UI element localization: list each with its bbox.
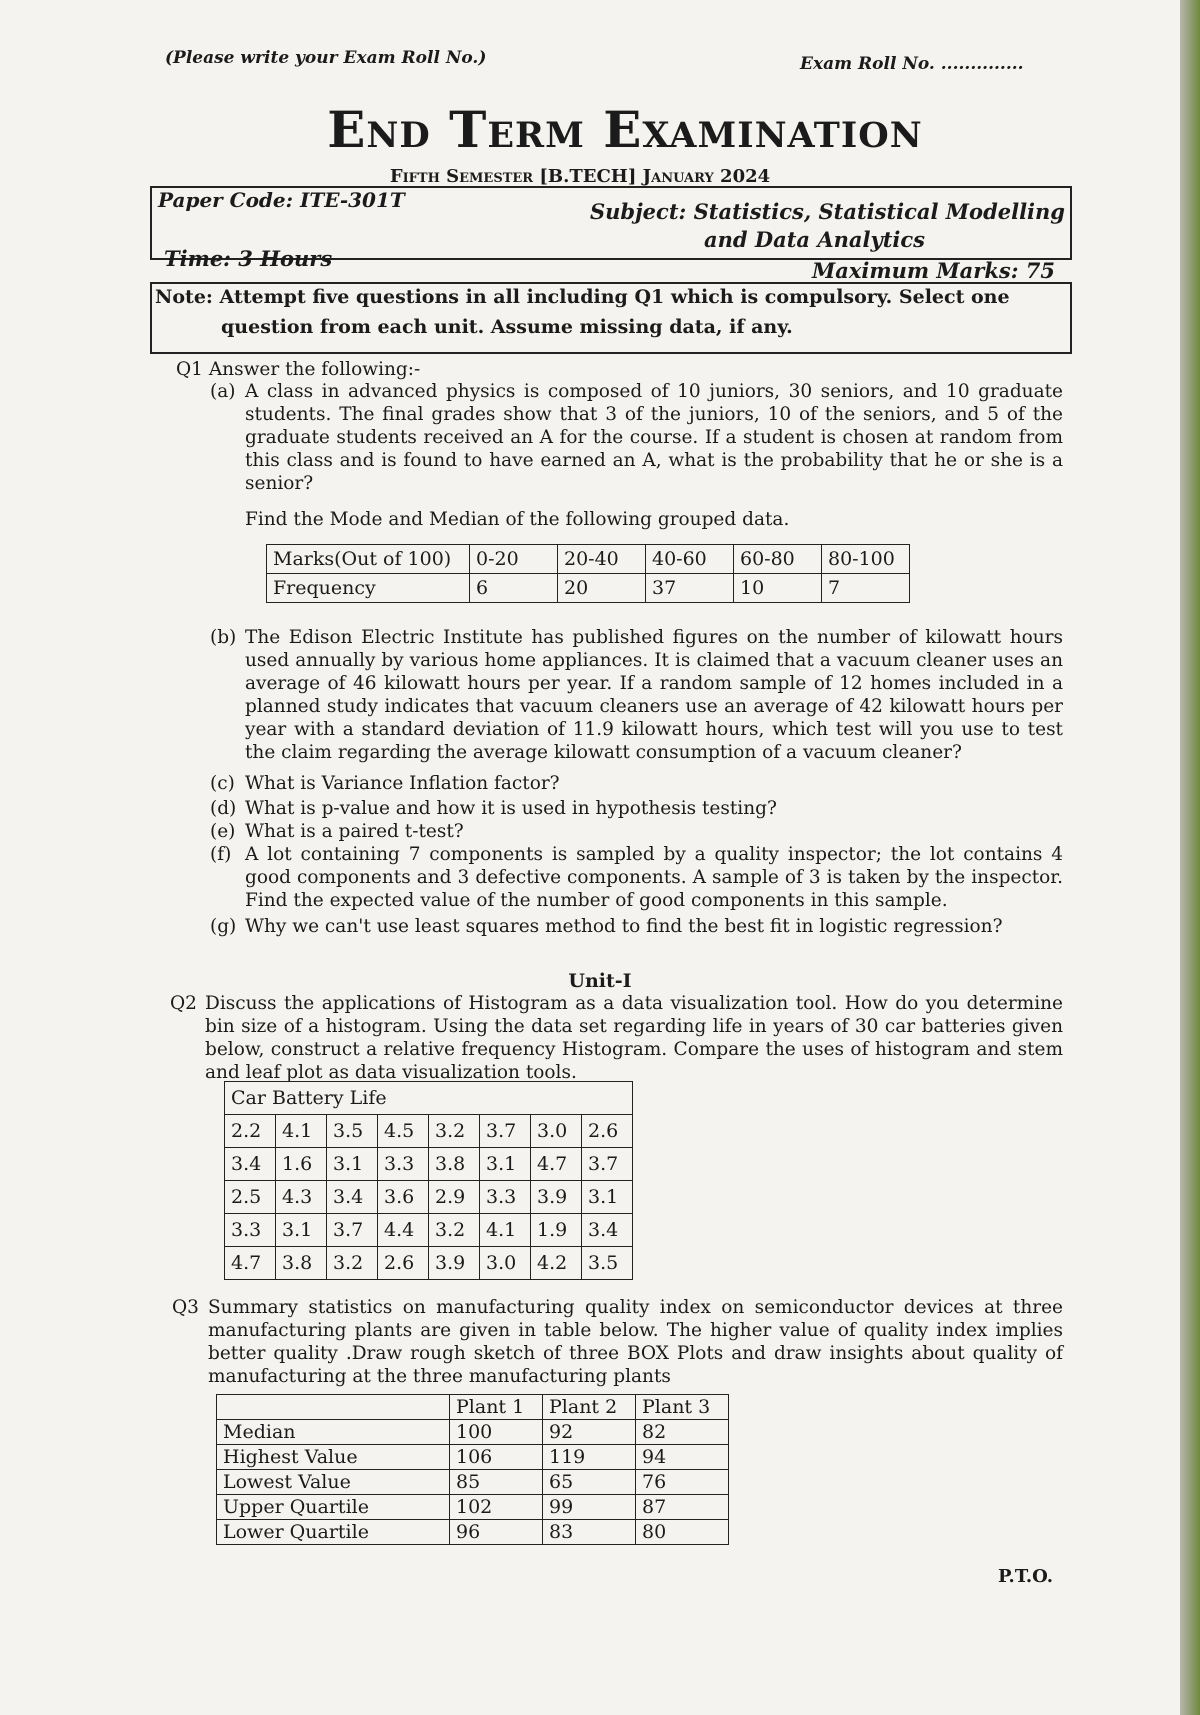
page-turn-over: P.T.O. bbox=[998, 1566, 1054, 1587]
q1d-label: (d) bbox=[210, 798, 237, 819]
note-line-2: question from each unit. Assume missing data, if any. bbox=[221, 316, 793, 338]
table-cell: 4.7 bbox=[225, 1247, 276, 1280]
table-cell: 3.1 bbox=[276, 1214, 327, 1247]
semester-line: Fifth Semester [B.TECH] January 2024 bbox=[389, 166, 771, 187]
table-cell: 3.7 bbox=[480, 1115, 531, 1148]
table-cell: Marks(Out of 100) bbox=[267, 545, 470, 574]
q1b-label: (b) bbox=[210, 627, 237, 648]
q3-text: Summary statistics on manufacturing quality index on semiconductor devices at three manufacturing plants are given in table below. The higher value of quality index implies better quality .Draw rough sketch of three BOX Plots and draw insights about quality of manufacturing at the three manufacturing plants bbox=[208, 1297, 1063, 1387]
marks-frequency-table bbox=[266, 544, 910, 603]
table-row bbox=[225, 1181, 633, 1214]
table-cell: 82 bbox=[636, 1420, 729, 1445]
q1-part-e bbox=[0, 820, 1180, 844]
table-row bbox=[267, 545, 910, 574]
note-line-1: Note: Attempt five questions in all including Q1 which is compulsory. Select one bbox=[155, 286, 1010, 308]
table-cell: Lower Quartile bbox=[217, 1520, 450, 1545]
paper-code: Paper Code: ITE-301T bbox=[158, 188, 405, 212]
table-cell: 3.4 bbox=[225, 1148, 276, 1181]
table-row bbox=[217, 1420, 729, 1445]
table-cell: 83 bbox=[543, 1520, 636, 1545]
table-cell: 99 bbox=[543, 1495, 636, 1520]
table-cell: 92 bbox=[543, 1420, 636, 1445]
q1-part-f bbox=[0, 843, 1180, 915]
q1e-label: (e) bbox=[210, 821, 236, 842]
table-cell: 80-100 bbox=[822, 545, 910, 574]
table-cell: 60-80 bbox=[734, 545, 822, 574]
q1-part-d bbox=[0, 797, 1180, 821]
q3-label: Q3 bbox=[172, 1297, 199, 1318]
q3 bbox=[0, 1296, 1180, 1388]
q1f-text: A lot containing 7 components is sampled by a quality inspector; the lot contains 4 good components and 3 defective components. A sample of 3 is taken by the inspector. Find the expected value of the number of good components in this sample. bbox=[245, 844, 1063, 911]
table-cell: 6 bbox=[470, 574, 558, 603]
q1b-text: The Edison Electric Institute has published figures on the number of kilowatt hours used annually by various home appliances. It is claimed that a vacuum cleaner uses an average of 46 kilowatt hours per year. If a random sample of 12 homes included in a planned study indicates that vacuum cleaners use an average of 42 kilowatt hours per year with a standard deviation of 11.9 kilowatt hours, which test will you use to test the claim regarding the average kilowatt consumption of a vacuum cleaner? bbox=[245, 627, 1063, 763]
table-cell: 40-60 bbox=[646, 545, 734, 574]
q1a-text: A class in advanced physics is composed of 10 juniors, 30 seniors, and 10 graduate students. The final grades show that 3 of the juniors, 10 of the seniors, and 5 of the graduate students received an A for the course. If a student is chosen at random from this class and is found to have earned an A, what is the probability that he or she is a senior? bbox=[245, 381, 1063, 494]
q1f-label: (f) bbox=[210, 844, 232, 865]
table-cell: 3.3 bbox=[480, 1181, 531, 1214]
table-cell: 37 bbox=[646, 574, 734, 603]
q2 bbox=[0, 992, 1180, 1084]
table-cell: 2.9 bbox=[429, 1181, 480, 1214]
table-cell: 96 bbox=[450, 1520, 543, 1545]
q1c-label: (c) bbox=[210, 773, 235, 794]
battery-life-table bbox=[224, 1081, 633, 1280]
table-cell: 80 bbox=[636, 1520, 729, 1545]
table-cell: 65 bbox=[543, 1470, 636, 1495]
table-cell: 1.6 bbox=[276, 1148, 327, 1181]
table-cell: 0-20 bbox=[470, 545, 558, 574]
table-cell: 102 bbox=[450, 1495, 543, 1520]
subject-line-1: Subject: Statistics, Statistical Modelling bbox=[589, 199, 1065, 224]
table-cell: 3.9 bbox=[429, 1247, 480, 1280]
table-cell: 4.5 bbox=[378, 1115, 429, 1148]
table-cell: 4.2 bbox=[531, 1247, 582, 1280]
table-row bbox=[225, 1148, 633, 1181]
table-cell: 10 bbox=[734, 574, 822, 603]
unit-heading: Unit-I bbox=[568, 970, 632, 992]
table-cell: 4.7 bbox=[531, 1148, 582, 1181]
table-row bbox=[217, 1395, 729, 1420]
page-edge-shadow bbox=[1180, 0, 1200, 1715]
table-cell: Frequency bbox=[267, 574, 470, 603]
table-cell: Plant 2 bbox=[543, 1395, 636, 1420]
exam-note bbox=[155, 282, 1055, 342]
table-cell: 3.7 bbox=[582, 1148, 633, 1181]
table-cell: 3.2 bbox=[429, 1214, 480, 1247]
q1e-text: What is a paired t-test? bbox=[245, 821, 464, 842]
table-cell: 1.9 bbox=[531, 1214, 582, 1247]
table-cell: 3.7 bbox=[327, 1214, 378, 1247]
table-cell: 3.6 bbox=[378, 1181, 429, 1214]
q1c-text: What is Variance Inflation factor? bbox=[245, 773, 560, 794]
exam-title: End Term Examination bbox=[327, 100, 923, 159]
q1-part-a bbox=[0, 380, 1180, 530]
table-row bbox=[217, 1470, 729, 1495]
q1-part-b bbox=[0, 626, 1180, 786]
q1a-label: (a) bbox=[210, 381, 236, 402]
table-cell: 3.1 bbox=[582, 1181, 633, 1214]
roll-number-note: (Please write your Exam Roll No.) bbox=[165, 48, 487, 68]
table-cell: 3.5 bbox=[582, 1247, 633, 1280]
table-cell: 106 bbox=[450, 1445, 543, 1470]
q1-part-c bbox=[0, 772, 1180, 796]
table-cell: 94 bbox=[636, 1445, 729, 1470]
table-cell: Lowest Value bbox=[217, 1470, 450, 1495]
table-cell: 4.4 bbox=[378, 1214, 429, 1247]
table-row bbox=[225, 1082, 633, 1115]
table-cell: 76 bbox=[636, 1470, 729, 1495]
table-cell: 3.1 bbox=[327, 1148, 378, 1181]
table-caption: Car Battery Life bbox=[225, 1082, 633, 1115]
q1g-label: (g) bbox=[210, 916, 237, 937]
table-cell: 3.4 bbox=[327, 1181, 378, 1214]
table-cell: Highest Value bbox=[217, 1445, 450, 1470]
table-cell: 20 bbox=[558, 574, 646, 603]
table-cell: 2.5 bbox=[225, 1181, 276, 1214]
table-cell bbox=[217, 1395, 450, 1420]
table-cell: 4.1 bbox=[480, 1214, 531, 1247]
plant-quality-table bbox=[216, 1394, 729, 1545]
roll-number-field: Exam Roll No. .............. bbox=[800, 54, 1024, 74]
table-cell: 100 bbox=[450, 1420, 543, 1445]
table-row bbox=[267, 574, 910, 603]
q2-label: Q2 bbox=[170, 993, 197, 1014]
table-cell: 3.8 bbox=[429, 1148, 480, 1181]
table-cell: 3.4 bbox=[582, 1214, 633, 1247]
table-row bbox=[217, 1495, 729, 1520]
table-row bbox=[225, 1247, 633, 1280]
table-cell: Median bbox=[217, 1420, 450, 1445]
table-cell: 3.0 bbox=[480, 1247, 531, 1280]
table-cell: 3.8 bbox=[276, 1247, 327, 1280]
table-row bbox=[217, 1520, 729, 1545]
table-cell: 4.1 bbox=[276, 1115, 327, 1148]
table-cell: 2.6 bbox=[378, 1247, 429, 1280]
subject-line-2: and Data Analytics bbox=[704, 227, 925, 252]
table-cell: 3.3 bbox=[378, 1148, 429, 1181]
table-cell: 87 bbox=[636, 1495, 729, 1520]
table-cell: 3.3 bbox=[225, 1214, 276, 1247]
q1d-text: What is p-value and how it is used in hypothesis testing? bbox=[245, 798, 777, 819]
table-cell: 4.3 bbox=[276, 1181, 327, 1214]
table-cell: 3.2 bbox=[327, 1247, 378, 1280]
table-cell: 85 bbox=[450, 1470, 543, 1495]
table-cell: 3.9 bbox=[531, 1181, 582, 1214]
table-cell: 3.2 bbox=[429, 1115, 480, 1148]
table-cell: 20-40 bbox=[558, 545, 646, 574]
table-row bbox=[217, 1445, 729, 1470]
q2-text: Discuss the applications of Histogram as a data visualization tool. How do you determine bin size of a histogram. Using the data set regarding life in years of 30 car batteries given below, construct a relative frequency Histogram. Compare the uses of histogram and stem and leaf plot as data visualization tools. bbox=[205, 993, 1063, 1083]
exam-time: Time: 3 Hours bbox=[164, 246, 333, 271]
maximum-marks: Maximum Marks: 75 bbox=[812, 258, 1055, 283]
table-cell: Upper Quartile bbox=[217, 1495, 450, 1520]
table-cell: 3.0 bbox=[531, 1115, 582, 1148]
table-row bbox=[225, 1115, 633, 1148]
table-cell: 3.5 bbox=[327, 1115, 378, 1148]
q1-part-g bbox=[0, 915, 1180, 939]
q1-heading: Q1 Answer the following:- bbox=[176, 359, 421, 380]
table-cell: 2.2 bbox=[225, 1115, 276, 1148]
table-cell: 7 bbox=[822, 574, 910, 603]
table-row bbox=[225, 1214, 633, 1247]
subject bbox=[555, 198, 1065, 254]
table-cell: Plant 1 bbox=[450, 1395, 543, 1420]
table-cell: 119 bbox=[543, 1445, 636, 1470]
table-cell: Plant 3 bbox=[636, 1395, 729, 1420]
q1a-text-2: Find the Mode and Median of the following grouped data. bbox=[245, 509, 790, 530]
q1g-text: Why we can't use least squares method to find the best fit in logistic regression? bbox=[245, 916, 1003, 937]
table-cell: 2.6 bbox=[582, 1115, 633, 1148]
table-cell: 3.1 bbox=[480, 1148, 531, 1181]
